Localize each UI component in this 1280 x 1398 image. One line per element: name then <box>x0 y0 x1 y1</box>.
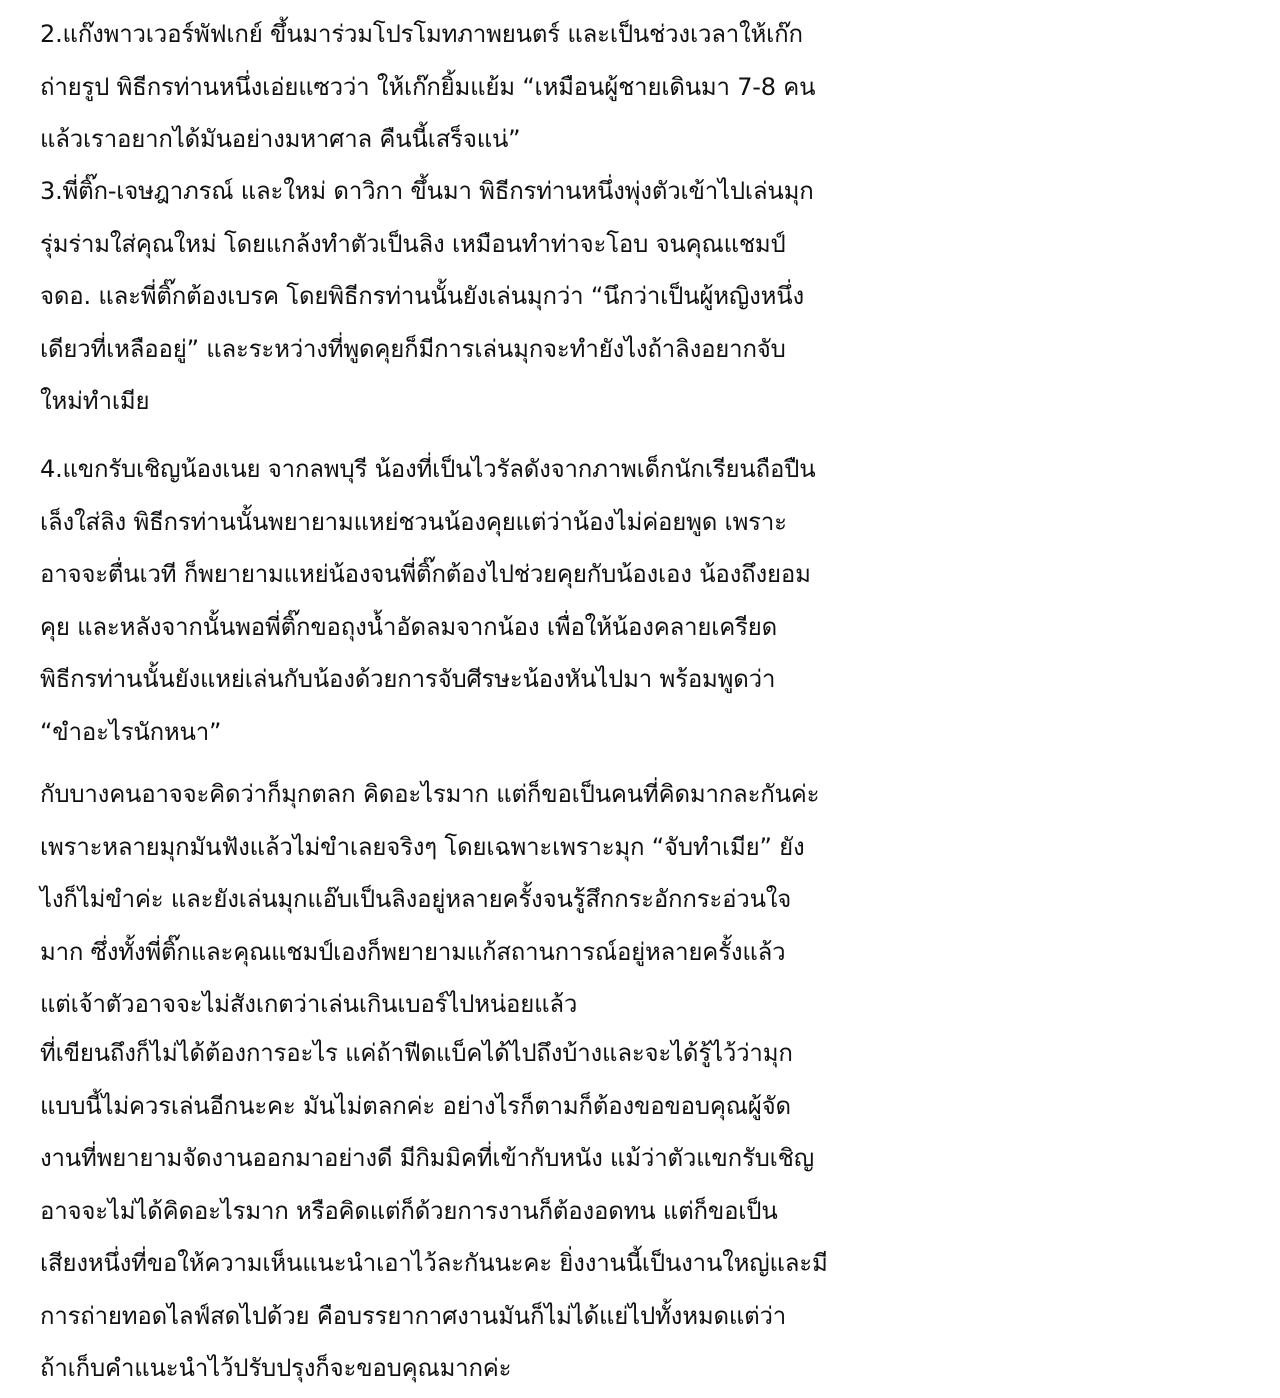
text-line: กับบางคนอาจจะคิดว่าก็มุกตลก คิดอะไรมาก แต่ก็ขอเป็นคนที่คิดมากละกันค่ะ <box>40 780 820 808</box>
text-line: เล็งใส่ลิง พิธีกรท่านนั้นพยายามแหย่ชวนน้องคุยแต่ว่าน้องไม่ค่อยพูด เพราะ <box>40 507 787 536</box>
text-line: 2.แก๊งพาวเวอร์พัฟเกย์ ขึ้นมาร่วมโปรโมทภาพยนตร์ และเป็นช่วงเวลาให้เก๊ก <box>40 20 803 48</box>
text-line: รุ่มร่ามใส่คุณใหม่ โดยแกล้งทำตัวเป็นลิง เหมือนทำท่าจะโอบ จนคุณแชมป์ <box>40 229 786 258</box>
paragraph-item-2 <box>40 8 1270 166</box>
text-line: จดอ. และพี่ติ๊กต้องเบรค โดยพิธีกรท่านนั้นยังเล่นมุกว่า “นึกว่าเป็นผู้หญิงหนึ่ง <box>40 282 804 310</box>
text-line: มาก ซึ่งทั้งพี่ติ๊กและคุณแชมป์เองก็พยายามแก้สถานการณ์อยู่หลายครั้งแล้ว <box>40 937 786 966</box>
text-line: แบบนี้ไม่ควรเล่นอีกนะคะ มันไม่ตลกค่ะ อย่างไรก็ตามก็ต้องขอขอบคุณผู้จัด <box>40 1091 791 1120</box>
text-line: 3.พี่ติ๊ก-เจษฎาภรณ์ และใหม่ ดาวิกา ขึ้นมา พิธีกรท่านหนึ่งพุ่งตัวเข้าไปเล่นมุก <box>40 177 814 205</box>
text-line: เพราะหลายมุกมันฟังแล้วไม่ขำเลยจริงๆ โดยเฉพาะเพราะมุก “จับทำเมีย” ยัง <box>40 832 805 861</box>
paragraph-closing <box>40 1027 1270 1395</box>
text-line: ใหม่ทำเมีย <box>40 387 150 415</box>
text-line: คุย และหลังจากนั้นพอพี่ติ๊กขอถุงน้ำอัดลมจากน้อง เพื่อให้น้องคลายเครียด <box>40 612 778 641</box>
text-line: อาจจะไม่ได้คิดอะไรมาก หรือคิดแต่ก็ด้วยการงานก็ต้องอดทน แต่ก็ขอเป็น <box>40 1196 778 1225</box>
text-line: 4.แขกรับเชิญน้องเนย จากลพบุรี น้องที่เป็นไวรัลดังจากภาพเด็กนักเรียนถือปืน <box>40 455 816 483</box>
text-line: แต่เจ้าตัวอาจจะไม่สังเกตว่าเล่นเกินเบอร์ไปหน่อยแล้ว <box>40 990 578 1018</box>
text-line: “ขำอะไรนักหนา” <box>40 717 222 746</box>
text-line: งานที่พยายามจัดงานออกมาอย่างดี มีกิมมิคที่เข้ากับหนัง แม้ว่าตัวแขกรับเชิญ <box>40 1144 815 1172</box>
paragraph-item-3 <box>40 165 1270 428</box>
text-line: อาจจะตื่นเวที ก็พยายามแหย่น้องจนพี่ติ๊กต้องไปช่วยคุยกับน้องเอง น้องถึงยอม <box>40 560 811 588</box>
text-line: เดียวที่เหลืออยู่” และระหว่างที่พูดคุยก็มีการเล่นมุกจะทำยังไงถ้าลิงอยากจับ <box>40 334 786 363</box>
text-line: ที่เขียนถึงก็ไม่ได้ต้องการอะไร แค่ถ้าฟีดแบ็คได้ไปถึงบ้างและจะได้รู้ไว้ว่ามุก <box>40 1039 793 1067</box>
text-line: การถ่ายทอดไลฟ์สดไปด้วย คือบรรยากาศงานมันก็ไม่ได้แย่ไปทั้งหมดแต่ว่า <box>40 1301 787 1330</box>
text-line: แล้วเราอยากได้มันอย่างมหาศาล คืนนี้เสร็จแน่” <box>40 125 521 153</box>
text-line: พิธีกรท่านนั้นยังแหย่เล่นกับน้องด้วยการจับศีรษะน้องหันไปมา พร้อมพูดว่า <box>40 665 776 693</box>
paragraph-opinion <box>40 768 1270 1031</box>
text-line: เสียงหนึ่งที่ขอให้ความเห็นแนะนำเอาไว้ละกันนะคะ ยิ่งงานนี้เป็นงานใหญ่และมี <box>40 1249 828 1277</box>
text-line: ไงก็ไม่ขำค่ะ และยังเล่นมุกแอ๊บเป็นลิงอยู่หลายครั้งจนรู้สึกกระอักกระอ่วนใจ <box>40 885 792 913</box>
paragraph-item-4 <box>40 443 1270 758</box>
text-line: ถ้าเก็บคำแนะนำไว้ปรับปรุงก็จะขอบคุณมากค่ะ <box>40 1354 512 1382</box>
text-line: ถ่ายรูป พิธีกรท่านหนึ่งเอ่ยแซวว่า ให้เก๊กยิ้มแย้ม “เหมือนผู้ชายเดินมา 7-8 คน <box>40 72 816 101</box>
